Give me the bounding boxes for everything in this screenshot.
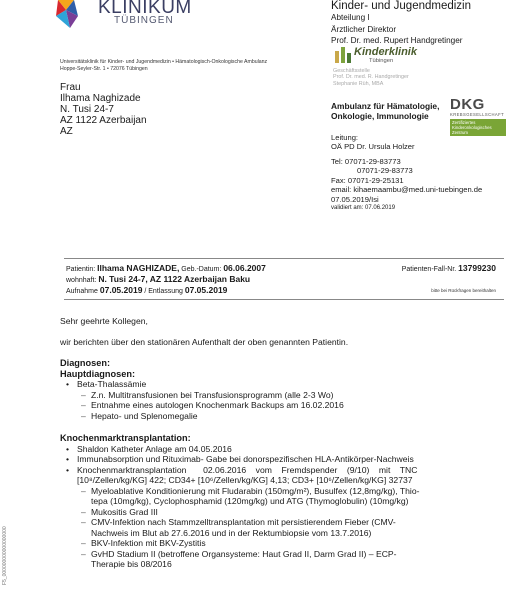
list-item: – GvHD Stadium II (betroffene Organsysteme: Haut Grad II, Darm Grad II) – ECP- — [60, 549, 510, 560]
list-item: • Shaldon Katheter Anlage am 04.05.2016 — [60, 444, 510, 455]
transplant-title: Knochenmarktransplantation: — [60, 433, 191, 443]
validated-date: validiert am: 07.06.2019 — [331, 205, 396, 211]
list-item: – BKV-Infektion mit BKV-Zystitis — [60, 538, 510, 549]
admission-date: 07.05.2019 — [99, 285, 143, 295]
klinikum-logo-icon — [56, 0, 96, 30]
director-name: Prof. Dr. med. Rupert Handgretinger — [331, 36, 463, 45]
dkg-org: KREBSGESELLSCHAFT — [450, 112, 505, 117]
recipient-address — [60, 82, 147, 137]
stay-line: Aufnahme 07.05.2019 / Entlassung 07.05.2019 — [66, 285, 228, 295]
letter-date: 07.05.2019/Isi — [331, 195, 379, 204]
discharge-date: 07.05.2019 — [184, 285, 228, 295]
email[interactable]: email: kihaemaambu@med.uni-tuebingen.de — [331, 185, 483, 195]
clinic-header — [331, 0, 521, 47]
dkg-logo — [450, 96, 510, 136]
logo-sub: TÜBINGEN — [114, 15, 174, 26]
lead-name: OÄ PD Dr. Ursula Holzer — [331, 142, 415, 152]
letter-date-block — [331, 195, 395, 213]
list-item: • Beta-Thalassämie — [60, 379, 510, 390]
transplant-section — [60, 433, 510, 570]
diagnoses-section — [60, 358, 510, 421]
recipient-country: AZ — [60, 126, 73, 137]
phone: Tel: 07071-29-83773 — [331, 156, 401, 166]
list-item-continuation: Therapie bis 08/2016 — [91, 559, 172, 569]
list-item: • Immunabsorption und Rituximab- Gabe bei donorspezifischen HLA-Antikörper-Nachweis — [60, 454, 510, 465]
side-document-id: F5_000000000000000000 — [2, 526, 8, 585]
list-item: – Myeloablative Konditionierung mit Fludarabin (150mg/m²), Busulfex (12,8mg/kg), Thio- — [60, 486, 510, 497]
list-item-continuation: [10⁸/Zellen/kg/KG] 422; CD34+ [10⁶/Zellen/kg/KG] 4,13; CD3+ [10⁶/Zellen/kg/KG] 32737 — [77, 475, 413, 485]
contact-block — [331, 133, 482, 194]
lead-label: Leitung: — [331, 133, 359, 142]
patient-info-box — [64, 258, 504, 300]
list-item: – CMV-Infektion nach Stammzelltransplantation mit persistierendem Fieber (CMV- — [60, 517, 510, 528]
recipient-street: N. Tusi 24-7 — [60, 104, 114, 115]
dkg-logo-text: DKG — [450, 96, 485, 113]
sender-address: Universitätsklinik für Kinder- und Jugendmedizin • Hämatologisch-Onkologische Ambulanz Hoppe-Seyler-Str. 1 • 72076 Tübingen — [60, 59, 268, 72]
list-item: • Knochenmarktransplantation 02.06.2016 vom Fremdspender (9/10) mit TNC — [60, 465, 510, 476]
kinderklinik-logo-icon — [334, 45, 352, 65]
patient-residence: N. Tusi 24-7, AZ 1122 Azerbaijan Baku — [98, 274, 251, 284]
list-item: – Entnahme eines autologen Knochenmark Backups am 16.02.2016 — [60, 400, 510, 411]
list-item: – Hepato- und Splenomegalie — [60, 411, 510, 422]
department: Abteilung I — [331, 13, 370, 22]
director-role: Ärztlicher Direktor — [331, 24, 397, 34]
clinic-title: Kinder- und Jugendmedizin — [331, 0, 472, 12]
patient-line: Patientin: Ilhama NAGHIZADE, Geb.-Datum: 06.06.2007 — [66, 263, 266, 273]
list-item-continuation: Nachweis im Blut ab 27.6.2016 und in der Rektumbiopsie vom 13.7.2016) — [91, 527, 372, 538]
main-diagnoses-title: Hauptdiagnosen: — [60, 368, 136, 379]
list-item-continuation: tepa (10mg/kg), Cyclophosphamid (120mg/kg) und ATG (Thymoglobulin) (10mg/kg) — [91, 496, 409, 506]
case-number-line: Patienten-Fall-Nr. 13799230 — [401, 263, 496, 273]
phone-2: 07071-29-83773 — [357, 166, 413, 176]
intro: wir berichten über den stationären Aufenthalt der oben genannten Patientin. — [60, 337, 349, 347]
patient-name: Ilhama NAGHIZADE, — [97, 263, 180, 273]
ambulance-title: Ambulanz für Hämatologie, Onkologie, Immunologie — [331, 101, 440, 121]
recipient-city: AZ 1122 Azerbaijan — [60, 115, 147, 126]
kinderklinik-subtitle: Tübingen — [369, 58, 394, 64]
case-note: bitte bei Rückfragen bereithalten — [431, 288, 496, 293]
greeting: Sehr geehrte Kollegen, — [60, 316, 148, 326]
dkg-certificate: Zertifiziertes Kinderonkologisches Zentrum — [450, 119, 506, 136]
diagnoses-title: Diagnosen: — [60, 358, 111, 368]
recipient-name: Ilhama Naghizade — [60, 93, 141, 104]
residence-line: wohnhaft: N. Tusi 24-7, AZ 1122 Azerbaijan Baku — [66, 274, 251, 284]
list-item: – Mukositis Grad III — [60, 507, 510, 518]
patient-dob: 06.06.2007 — [223, 263, 266, 273]
recipient-salutation: Frau — [60, 82, 81, 93]
kinderklinik-title: Kinderklinik — [354, 46, 417, 58]
fax: Fax: 07071-29-25131 — [331, 175, 404, 185]
case-number: 13799230 — [458, 263, 496, 273]
list-item: – Z.n. Multitransfusionen bei Transfusionsprogramm (alle 2-3 Wo) — [60, 390, 510, 401]
logo-main: KLINIKUM — [98, 0, 192, 18]
kinderklinik-office: Geschäftsstelle Prof. Dr. med. R. Handgretinger Stephanie Rüh, MBA — [333, 68, 409, 87]
